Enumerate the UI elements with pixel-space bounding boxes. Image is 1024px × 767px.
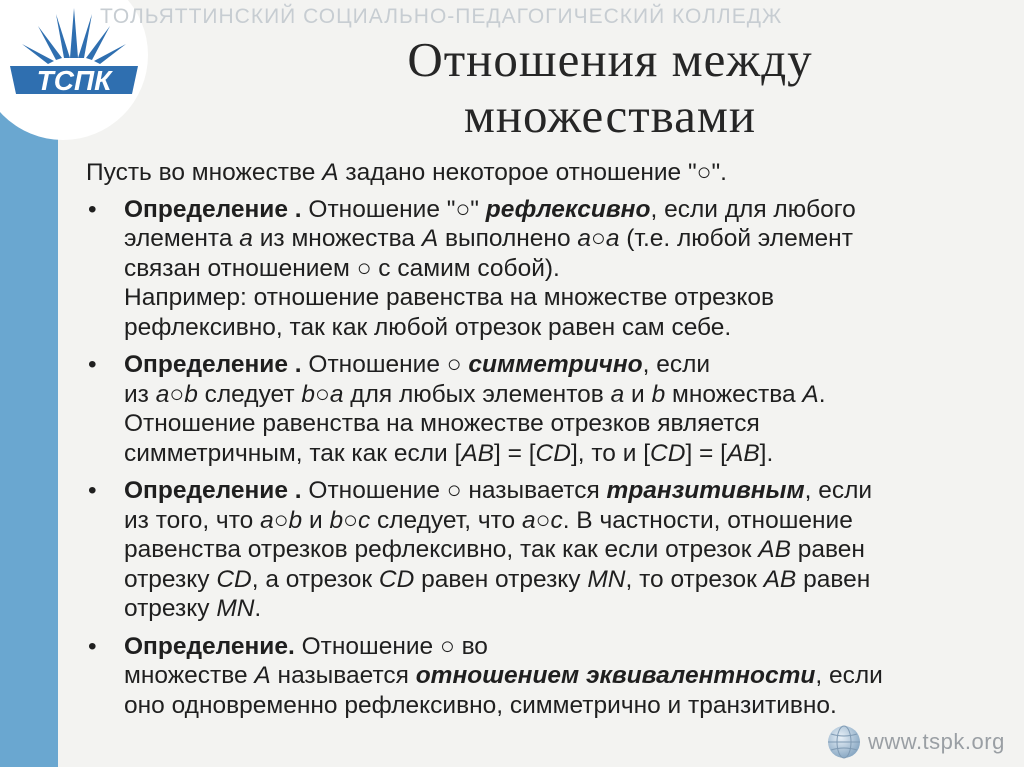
logo-text: ТСПК bbox=[36, 65, 112, 96]
college-name: ТОЛЬЯТТИНСКИЙ СОЦИАЛЬНО-ПЕДАГОГИЧЕСКИЙ КОЛЛЕДЖ bbox=[100, 5, 783, 28]
bullet-marker: • bbox=[88, 351, 97, 378]
definition-text: Определение . Отношение ○ называется транзитивным, если из того, что a○b и b○c следует, что a○c. В частности, отношение равенства отрезков рефлексивно, так как если отрезок АВ равен отрезку CD, а отрезок CD равен отрезку MN, то отрезок АВ равен отрезку MN. bbox=[124, 477, 873, 622]
definition-text: Определение . Отношение "○" рефлексивно, если для любого элемента а из множества А выполнено а○а (т.е. любой элемент связан отношением ○ с самим собой). Например: отношение равенства на множестве отрезков рефлексивно, так как любой отрезок равен сам себе. bbox=[124, 195, 856, 341]
bullet-marker: • bbox=[88, 195, 97, 223]
slide-content bbox=[86, 158, 1006, 728]
footer bbox=[826, 722, 1005, 762]
definition-item bbox=[86, 350, 1006, 468]
website-url: www.tspk.org bbox=[868, 729, 1005, 754]
definition-item bbox=[86, 632, 1006, 721]
bullet-marker: • bbox=[88, 632, 97, 660]
bullet-marker: • bbox=[88, 477, 97, 504]
globe-icon bbox=[826, 724, 862, 760]
definition-item bbox=[86, 195, 1006, 343]
definition-item bbox=[86, 476, 1006, 624]
definition-text: Определение. Отношение ○ во множестве А называется отношением эквивалентности, если оно одновременно рефлексивно, симметрично и транзитивно. bbox=[124, 632, 883, 719]
definitions-list bbox=[86, 195, 1006, 721]
definition-text: Определение . Отношение ○ симметрично, если из a○b следует b○a для любых элементов a и b множества А. Отношение равенства на множестве отрезков является симметричным, так как если [АВ] = [CD], то и [CD] = [АВ]. bbox=[124, 351, 826, 467]
slide-title: Отношения между множествами bbox=[407, 32, 813, 143]
intro-text: Пусть во множестве А задано некоторое отношение "○". bbox=[86, 159, 727, 186]
